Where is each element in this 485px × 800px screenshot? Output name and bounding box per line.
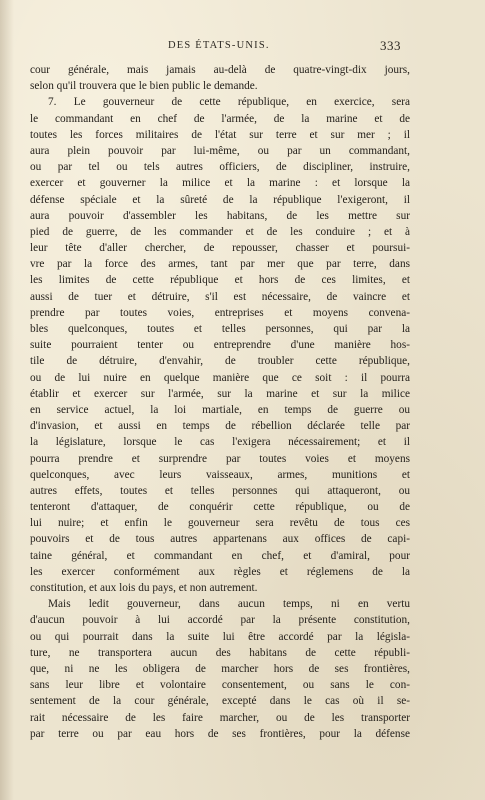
text-line: Mais ledit gouverneur, dans aucun temps, ni en vertu xyxy=(48,598,410,611)
gutter-shadow xyxy=(0,0,14,800)
text-line: par terre ou par eau hors de ses frontières, pour la défense xyxy=(30,727,410,740)
text-line: lui nuire; et enfin le gouverneur sera revêtu de tous ces xyxy=(30,517,410,530)
text-line: toutes les forces militaires de l'état sur terre et sur mer ; il xyxy=(30,128,410,141)
text-line: tile de détruire, d'envahir, de troubler cette république, xyxy=(30,355,410,368)
page-number: 333 xyxy=(380,38,401,53)
text-line: défense spéciale et la sûreté de la république l'exigeront, il xyxy=(30,193,410,206)
text-line: les exercer conformément aux règles et réglemens de la xyxy=(30,565,410,578)
text-line: prendre par toutes voies, entreprises et moyens convena- xyxy=(30,306,410,319)
text-line: que, ni ne les obligera de marcher hors de ses frontières, xyxy=(30,662,410,675)
text-line: exercer et gouverner la milice et la marine : et lorsque la xyxy=(30,177,410,190)
text-line: d'aucun pouvoir à lui accordé par la présente constitution, xyxy=(30,614,410,627)
text-line: vre par la force des armes, tant par mer que par terre, dans xyxy=(30,258,410,271)
text-line: cour générale, mais jamais au-delà de quatre-vingt-dix jours, xyxy=(30,64,410,76)
text-line: pourra prendre et surprendre par toutes voies et moyens xyxy=(30,452,410,465)
text-line: pied de guerre, de les commander et de les conduire ; et à xyxy=(30,225,410,238)
text-line: autres effets, toutes et telles personnes qui attaqueront, ou xyxy=(30,484,410,497)
text-line: quelconques, avec leurs vaisseaux, armes, munitions et xyxy=(30,468,410,481)
text-line: aura plein pouvoir par lui-même, ou par un commandant, xyxy=(30,144,410,157)
text-line: sans leur libre et volontaire consentement, ou sans le con- xyxy=(30,679,410,692)
text-line: leur tête d'aller chercher, de repousser, chasser et poursui- xyxy=(30,242,410,255)
text-line: la législature, lorsque le cas l'exigera nécessairement; et il xyxy=(30,436,410,449)
text-line: établir et exercer sur l'armée, sur la marine et sur la milice xyxy=(30,387,410,400)
text-line: ou qui pourrait dans la suite lui être accordé par la législa- xyxy=(30,630,410,643)
text-line: 7. Le gouverneur de cette république, en exercice, sera xyxy=(48,96,410,109)
text-line: ture, ne transportera aucun des habitans de cette républi- xyxy=(30,646,410,659)
text-line: ou par tel ou tels autres officiers, de discipliner, instruire, xyxy=(30,161,410,174)
text-line: sentement de la cour générale, excepté dans le cas où il se- xyxy=(30,695,410,708)
text-line: suite pourraient tenter ou entreprendre d'une manière hos- xyxy=(30,339,410,352)
text-line: ou de lui nuire en quelque manière que ce soit : il pourra xyxy=(30,371,410,384)
running-title: DES ÉTATS-UNIS. xyxy=(168,40,270,51)
text-line: d'invasion, et aussi en temps de rébellion déclarée telle par xyxy=(30,420,410,433)
text-line: taine général, et commandant en chef, et d'amiral, pour xyxy=(30,549,410,562)
text-line: aura pouvoir d'assembler les habitans, de les mettre sur xyxy=(30,209,410,222)
text-line: selon qu'il trouvera que le bien public le demande. xyxy=(30,80,258,93)
text-line: aussi de tuer et détruire, s'il est nécessaire, de vaincre et xyxy=(30,290,410,303)
text-line: tenteront d'attaquer, de conquérir cette république, ou de xyxy=(30,501,410,514)
body-text xyxy=(30,62,410,742)
text-line: constitution, et aux lois du pays, et non autrement. xyxy=(30,582,258,594)
text-line: le commandant en chef de l'armée, de la marine et de xyxy=(30,112,410,125)
text-line: en service actuel, la loi martiale, en temps de guerre ou xyxy=(30,403,410,416)
text-line: bles quelconques, toutes et telles personnes, qui par la xyxy=(30,323,410,335)
text-line: les limites de cette république et hors de ces limites, et xyxy=(30,274,410,287)
text-line: rait nécessaire de les faire marcher, ou de les transporter xyxy=(30,711,410,724)
text-line: pouvoirs et de tous autres appartenans aux offices de capi- xyxy=(30,533,410,546)
